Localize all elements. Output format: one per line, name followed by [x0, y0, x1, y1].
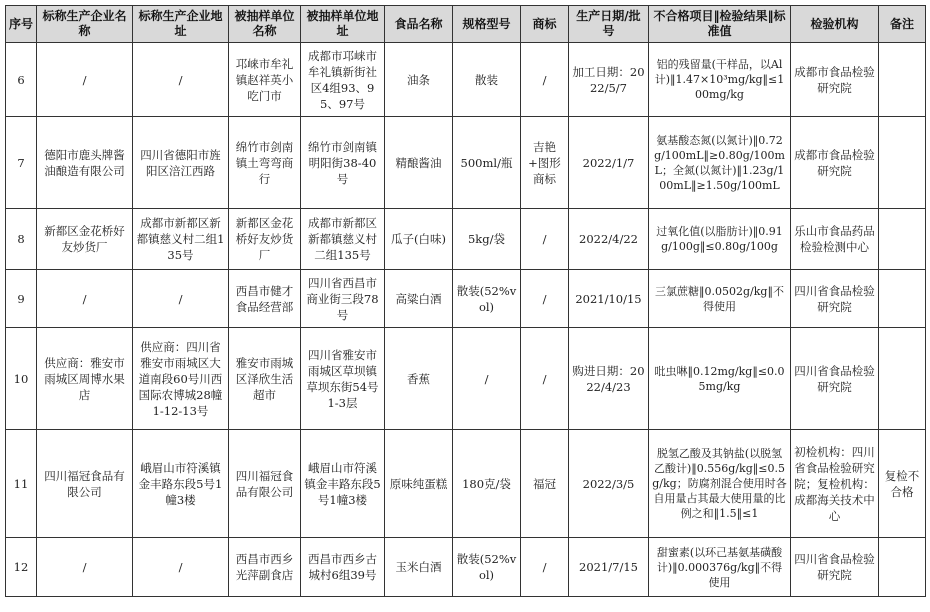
col-brand-cell: 福冠 — [521, 430, 569, 538]
col-remarks-header: 备注 — [879, 6, 926, 43]
col-producer-address-cell: 成都市新都区新都镇慈义村二组135号 — [133, 209, 229, 270]
col-spec-cell: 散装(52%vol) — [453, 538, 521, 597]
col-food-name-cell: 玉米白酒 — [385, 538, 453, 597]
col-inspection-agency-cell: 乐山市食品药品检验检测中心 — [791, 209, 879, 270]
col-brand-cell: / — [521, 209, 569, 270]
col-producer-name-cell: 供应商：雅安市雨城区周博水果店 — [37, 328, 133, 430]
col-producer-name-cell: 德阳市鹿头牌酱油酿造有限公司 — [37, 117, 133, 209]
col-brand-header: 商标 — [521, 6, 569, 43]
col-sampled-unit-name-cell: 绵竹市剑南镇土弯弯商行 — [229, 117, 301, 209]
col-food-name-cell: 瓜子(白味) — [385, 209, 453, 270]
col-spec-header: 规格型号 — [453, 6, 521, 43]
col-producer-name-cell: / — [37, 43, 133, 117]
col-sampled-unit-name-cell: 邛崃市牟礼镇赵祥英小吃门市 — [229, 43, 301, 117]
table-row — [6, 328, 926, 430]
results-table — [5, 5, 926, 597]
col-sampled-unit-address-cell: 峨眉山市符溪镇金丰路东段5号1幢3楼 — [301, 430, 385, 538]
col-failed-item-header: 不合格项目‖检验结果‖标准值 — [649, 6, 791, 43]
col-index-cell: 6 — [6, 43, 37, 117]
col-spec-cell: 5kg/袋 — [453, 209, 521, 270]
table-row — [6, 270, 926, 328]
col-inspection-agency-cell: 四川省食品检验研究院 — [791, 328, 879, 430]
col-brand-cell: 吉艳+图形商标 — [521, 117, 569, 209]
col-index-cell: 9 — [6, 270, 37, 328]
col-food-name-cell: 精酿酱油 — [385, 117, 453, 209]
col-producer-name-header: 标称生产企业名称 — [37, 6, 133, 43]
col-inspection-agency-cell: 成都市食品检验研究院 — [791, 117, 879, 209]
table-body — [6, 43, 926, 597]
col-remarks-cell — [879, 270, 926, 328]
col-index-cell: 8 — [6, 209, 37, 270]
col-failed-item-cell: 氨基酸态氮(以氮计)‖0.72g/100mL‖≥0.80g/100mL；全氮(以氮计)‖1.23g/100mL‖≥1.50g/100mL — [649, 117, 791, 209]
col-remarks-cell — [879, 117, 926, 209]
col-producer-address-cell: 峨眉山市符溪镇金丰路东段5号1幢3楼 — [133, 430, 229, 538]
col-failed-item-cell: 铝的残留量(干样品，以Al计)‖1.47×10³mg/kg‖≤100mg/kg — [649, 43, 791, 117]
col-sampled-unit-name-cell: 西昌市健才食品经营部 — [229, 270, 301, 328]
col-spec-cell: 散装 — [453, 43, 521, 117]
col-producer-address-cell: 四川省德阳市旌阳区涪江西路 — [133, 117, 229, 209]
col-production-date-cell: 加工日期：2022/5/7 — [569, 43, 649, 117]
col-sampled-unit-address-cell: 四川省雅安市雨城区草坝镇草坝东街54号1-3层 — [301, 328, 385, 430]
col-failed-item-cell: 吡虫啉‖0.12mg/kg‖≤0.05mg/kg — [649, 328, 791, 430]
col-production-date-header: 生产日期/批号 — [569, 6, 649, 43]
col-inspection-agency-cell: 四川省食品检验研究院 — [791, 270, 879, 328]
table-row — [6, 117, 926, 209]
col-sampled-unit-address-cell: 成都市邛崃市牟礼镇新街社区4组93、95、97号 — [301, 43, 385, 117]
col-spec-cell: / — [453, 328, 521, 430]
col-producer-name-cell: / — [37, 538, 133, 597]
col-inspection-agency-cell: 四川省食品检验研究院 — [791, 538, 879, 597]
col-sampled-unit-address-cell: 绵竹市剑南镇明阳街38-40号 — [301, 117, 385, 209]
col-remarks-cell — [879, 209, 926, 270]
col-sampled-unit-name-cell: 新都区金花桥好友炒货厂 — [229, 209, 301, 270]
col-index-cell: 12 — [6, 538, 37, 597]
col-spec-cell: 500ml/瓶 — [453, 117, 521, 209]
col-inspection-agency-cell: 成都市食品检验研究院 — [791, 43, 879, 117]
col-brand-cell: / — [521, 43, 569, 117]
col-brand-cell: / — [521, 328, 569, 430]
col-producer-name-cell: 四川福冠食品有限公司 — [37, 430, 133, 538]
col-failed-item-cell: 甜蜜素(以环己基氨基磺酸计)‖0.000376g/kg‖不得使用 — [649, 538, 791, 597]
col-failed-item-cell: 过氧化值(以脂肪计)‖0.91g/100g‖≤0.80g/100g — [649, 209, 791, 270]
col-remarks-cell: 复检不合格 — [879, 430, 926, 538]
col-producer-name-cell: / — [37, 270, 133, 328]
col-inspection-agency-cell: 初检机构：四川省食品检验研究院；复检机构：成都海关技术中心 — [791, 430, 879, 538]
col-remarks-cell — [879, 43, 926, 117]
table-row — [6, 538, 926, 597]
col-sampled-unit-name-cell: 四川福冠食品有限公司 — [229, 430, 301, 538]
col-producer-address-cell: / — [133, 538, 229, 597]
col-index-cell: 7 — [6, 117, 37, 209]
col-producer-address-cell: / — [133, 270, 229, 328]
col-sampled-unit-address-cell: 四川省西昌市商业街三段78号 — [301, 270, 385, 328]
col-production-date-cell: 2021/10/15 — [569, 270, 649, 328]
table-header-row — [6, 6, 926, 43]
col-producer-address-cell: / — [133, 43, 229, 117]
col-production-date-cell: 2021/7/15 — [569, 538, 649, 597]
col-sampled-unit-name-cell: 雅安市雨城区泽欣生活超市 — [229, 328, 301, 430]
col-food-name-cell: 高粱白酒 — [385, 270, 453, 328]
col-index-cell: 10 — [6, 328, 37, 430]
col-brand-cell: / — [521, 270, 569, 328]
col-sampled-unit-address-cell: 成都市新都区新都镇慈义村二组135号 — [301, 209, 385, 270]
col-spec-cell: 180克/袋 — [453, 430, 521, 538]
col-producer-address-cell: 供应商：四川省雅安市雨城区大道南段60号川西国际农博城28幢1-12-13号 — [133, 328, 229, 430]
col-food-name-header: 食品名称 — [385, 6, 453, 43]
col-spec-cell: 散装(52%vol) — [453, 270, 521, 328]
col-food-name-cell: 原味纯蛋糕 — [385, 430, 453, 538]
col-production-date-cell: 2022/1/7 — [569, 117, 649, 209]
col-sampled-unit-name-cell: 西昌市西乡光萍副食店 — [229, 538, 301, 597]
col-inspection-agency-header: 检验机构 — [791, 6, 879, 43]
col-food-name-cell: 香蕉 — [385, 328, 453, 430]
col-production-date-cell: 2022/3/5 — [569, 430, 649, 538]
col-sampled-unit-name-header: 被抽样单位名称 — [229, 6, 301, 43]
col-failed-item-cell: 脱氢乙酸及其钠盐(以脱氢乙酸计)‖0.556g/kg‖≤0.5g/kg；防腐剂混合使用时各自用量占其最大使用量的比例之和‖1.5‖≤1 — [649, 430, 791, 538]
col-production-date-cell: 购进日期：2022/4/23 — [569, 328, 649, 430]
col-remarks-cell — [879, 538, 926, 597]
col-sampled-unit-address-cell: 西昌市西乡古城村6组39号 — [301, 538, 385, 597]
col-index-header: 序号 — [6, 6, 37, 43]
table-row — [6, 430, 926, 538]
col-food-name-cell: 油条 — [385, 43, 453, 117]
col-index-cell: 11 — [6, 430, 37, 538]
col-failed-item-cell: 三氯蔗糖‖0.0502g/kg‖不得使用 — [649, 270, 791, 328]
col-producer-name-cell: 新都区金花桥好友炒货厂 — [37, 209, 133, 270]
col-brand-cell: / — [521, 538, 569, 597]
col-remarks-cell — [879, 328, 926, 430]
col-producer-address-header: 标称生产企业地址 — [133, 6, 229, 43]
col-sampled-unit-address-header: 被抽样单位地址 — [301, 6, 385, 43]
table-row — [6, 209, 926, 270]
col-production-date-cell: 2022/4/22 — [569, 209, 649, 270]
table-row — [6, 43, 926, 117]
